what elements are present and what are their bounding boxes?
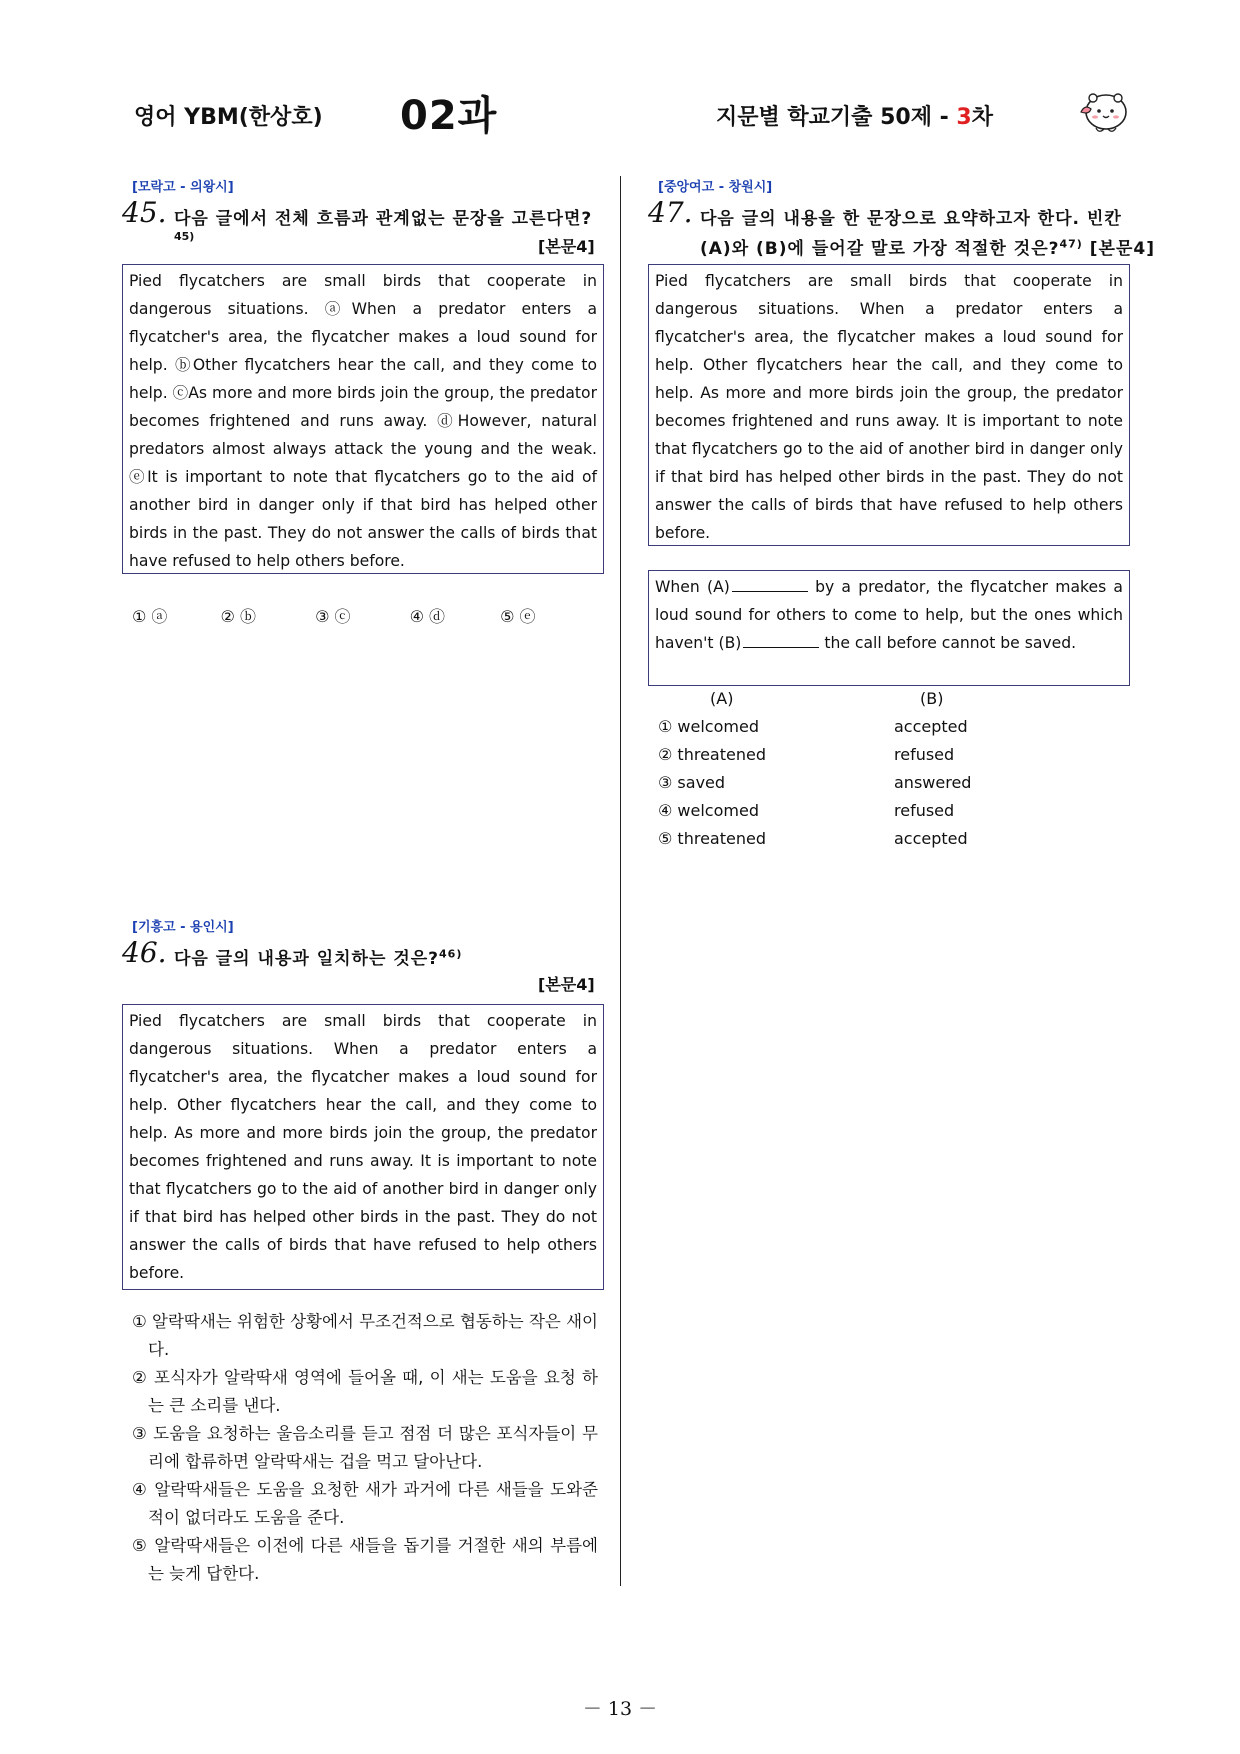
q47-choice-4-b: refused	[894, 801, 955, 820]
q45-passage: Pied flycatchers are small birds that cooperate in dangerous situations. ⓐWhen a predator enters a flycatcher's area, the flycatcher makes a loud sound for help. ⓑOther flycatchers hear the call, and they come to help. ⓒAs more and more birds join the group, the predator becomes frightened and runs away. ⓓHowever, natural predators almost always attack the young and the weak. ⓔIt is important to note that flycatchers go to the aid of another bird in danger only if that bird has helped other birds in the past. They do not answer the calls of birds that have refused to help others before.	[122, 264, 604, 574]
q46-choice-3[interactable]: ③ 도움을 요청하는 울음소리를 듣고 점점 더 많은 포식자들이 무리에 합류하면 알락딱새는 겁을 먹고 달아난다.	[132, 1424, 598, 1471]
q47-col-a: (A)	[710, 689, 734, 708]
q45-source: [모락고 - 의왕시]	[132, 180, 234, 195]
q47-source: [중앙여고 - 창원시]	[658, 180, 773, 195]
q45-choice-3[interactable]: ③ ⓒ	[315, 607, 351, 626]
q47-number: 47.	[648, 196, 693, 229]
q47-question-line2	[700, 234, 1155, 259]
series-title	[716, 100, 993, 131]
series-round: 3	[956, 105, 972, 130]
q47-question-line2-text: (A)와 (B)에 들어갈 말로 가장 적절한 것은?	[700, 239, 1060, 259]
q47-choice-1-a: ① welcomed	[658, 717, 759, 736]
q46-choice-5[interactable]: ⑤ 알락딱새들은 이전에 다른 새들을 돕기를 거절한 새의 부름에는 늦게 답한다.	[132, 1536, 598, 1583]
q46-choices	[132, 1308, 598, 1588]
q46-footnote: 46)	[439, 947, 463, 961]
q47-table-header	[658, 685, 1118, 713]
q47-footnote: 47)	[1059, 237, 1083, 251]
q45-choice-4[interactable]: ④ ⓓ	[409, 607, 446, 626]
q47-summary-part2: by a predator, the flycatcher makes a loud sound for others to come to help, but the ones which haven't (B)	[655, 578, 1123, 652]
q47-choice-5[interactable]	[658, 825, 1118, 853]
q46-number: 46.	[122, 936, 167, 969]
q47-choice-5-a: ⑤ threatened	[658, 829, 766, 848]
q47-choice-4[interactable]	[658, 797, 1118, 825]
q47-choice-1-b: accepted	[894, 717, 968, 736]
series-suffix: 차	[971, 105, 993, 130]
q47-choice-2-a: ② threatened	[658, 745, 766, 764]
column-divider	[620, 176, 621, 1586]
q46-source: [기흥고 - 용인시]	[132, 920, 234, 935]
q47-choice-table	[658, 685, 1118, 853]
q47-choice-2-b: refused	[894, 745, 955, 764]
q47-summary-part1: When (A)	[655, 578, 730, 596]
q47-question-line1: 다음 글의 내용을 한 문장으로 요약하고자 한다. 빈칸	[700, 209, 1122, 229]
q45-question: 다음 글에서 전체 흐름과 관계없는 문장을 고른다면?	[174, 209, 593, 229]
q47-col-b: (B)	[920, 689, 944, 708]
q46-choice-1[interactable]: ① 알락딱새는 위험한 상황에서 무조건적으로 협동하는 작은 새이다.	[132, 1312, 598, 1359]
subject-title: 영어 YBM(한상호)	[134, 105, 323, 130]
blank-a	[732, 574, 808, 592]
q45-footnote: 45)	[174, 230, 195, 243]
q47-summary-part3: the call before cannot be saved.	[819, 634, 1077, 652]
q47-tag: [본문4]	[1089, 239, 1155, 259]
q46-passage: Pied flycatchers are small birds that cooperate in dangerous situations. When a predator enters a flycatcher's area, the flycatcher makes a loud sound for help. Other flycatchers hear the call, and they come to help. As more and more birds join the group, the predator becomes frightened and runs away. It is important to note that flycatchers go to the aid of another bird in danger only if that bird has helped other birds in the past. They do not answer the calls of birds that have refused to help others before.	[122, 1004, 604, 1290]
mascot-icon	[1078, 86, 1130, 138]
q45-choice-1[interactable]: ① ⓐ	[132, 607, 168, 626]
q47-choice-3-a: ③ saved	[658, 773, 726, 792]
q47-choice-3[interactable]	[658, 769, 1118, 797]
q47-choice-1[interactable]	[658, 713, 1118, 741]
q45-tag: [본문4]	[538, 237, 595, 256]
blank-b	[743, 630, 819, 648]
q46-question-text: 다음 글의 내용과 일치하는 것은?	[174, 949, 440, 969]
q47-passage: Pied flycatchers are small birds that cooperate in dangerous situations. When a predator enters a flycatcher's area, the flycatcher makes a loud sound for help. Other flycatchers hear the call, and they come to help. As more and more birds join the group, the predator becomes frightened and runs away. It is important to note that flycatchers go to the aid of another bird in danger only if that bird has helped other birds in the past. They do not answer the calls of birds that have refused to help others before.	[648, 264, 1130, 546]
page-number: － 13 －	[582, 1698, 658, 1720]
q47-choice-4-a: ④ welcomed	[658, 801, 759, 820]
q45-choice-5[interactable]: ⑤ ⓔ	[500, 607, 536, 626]
q45-number: 45.	[122, 196, 167, 229]
q47-choice-2[interactable]	[658, 741, 1118, 769]
q45-choice-2[interactable]: ② ⓑ	[220, 607, 256, 626]
series-prefix: 지문별 학교기출 50제 -	[716, 105, 957, 130]
q46-choice-4[interactable]: ④ 알락딱새들은 도움을 요청한 새가 과거에 다른 새들을 도와준 적이 없더라도 도움을 준다.	[132, 1480, 598, 1527]
q47-choice-3-b: answered	[894, 773, 972, 792]
lesson-title: 02과	[400, 93, 498, 139]
q46-tag: [본문4]	[538, 975, 595, 994]
q45-choices	[132, 604, 576, 627]
q47-choice-5-b: accepted	[894, 829, 968, 848]
q47-summary-box	[648, 570, 1130, 686]
q46-choice-2[interactable]: ② 포식자가 알락딱새 영역에 들어올 때, 이 새는 도움을 요청 하는 큰 소리를 낸다.	[132, 1368, 598, 1415]
q46-question	[174, 944, 462, 969]
